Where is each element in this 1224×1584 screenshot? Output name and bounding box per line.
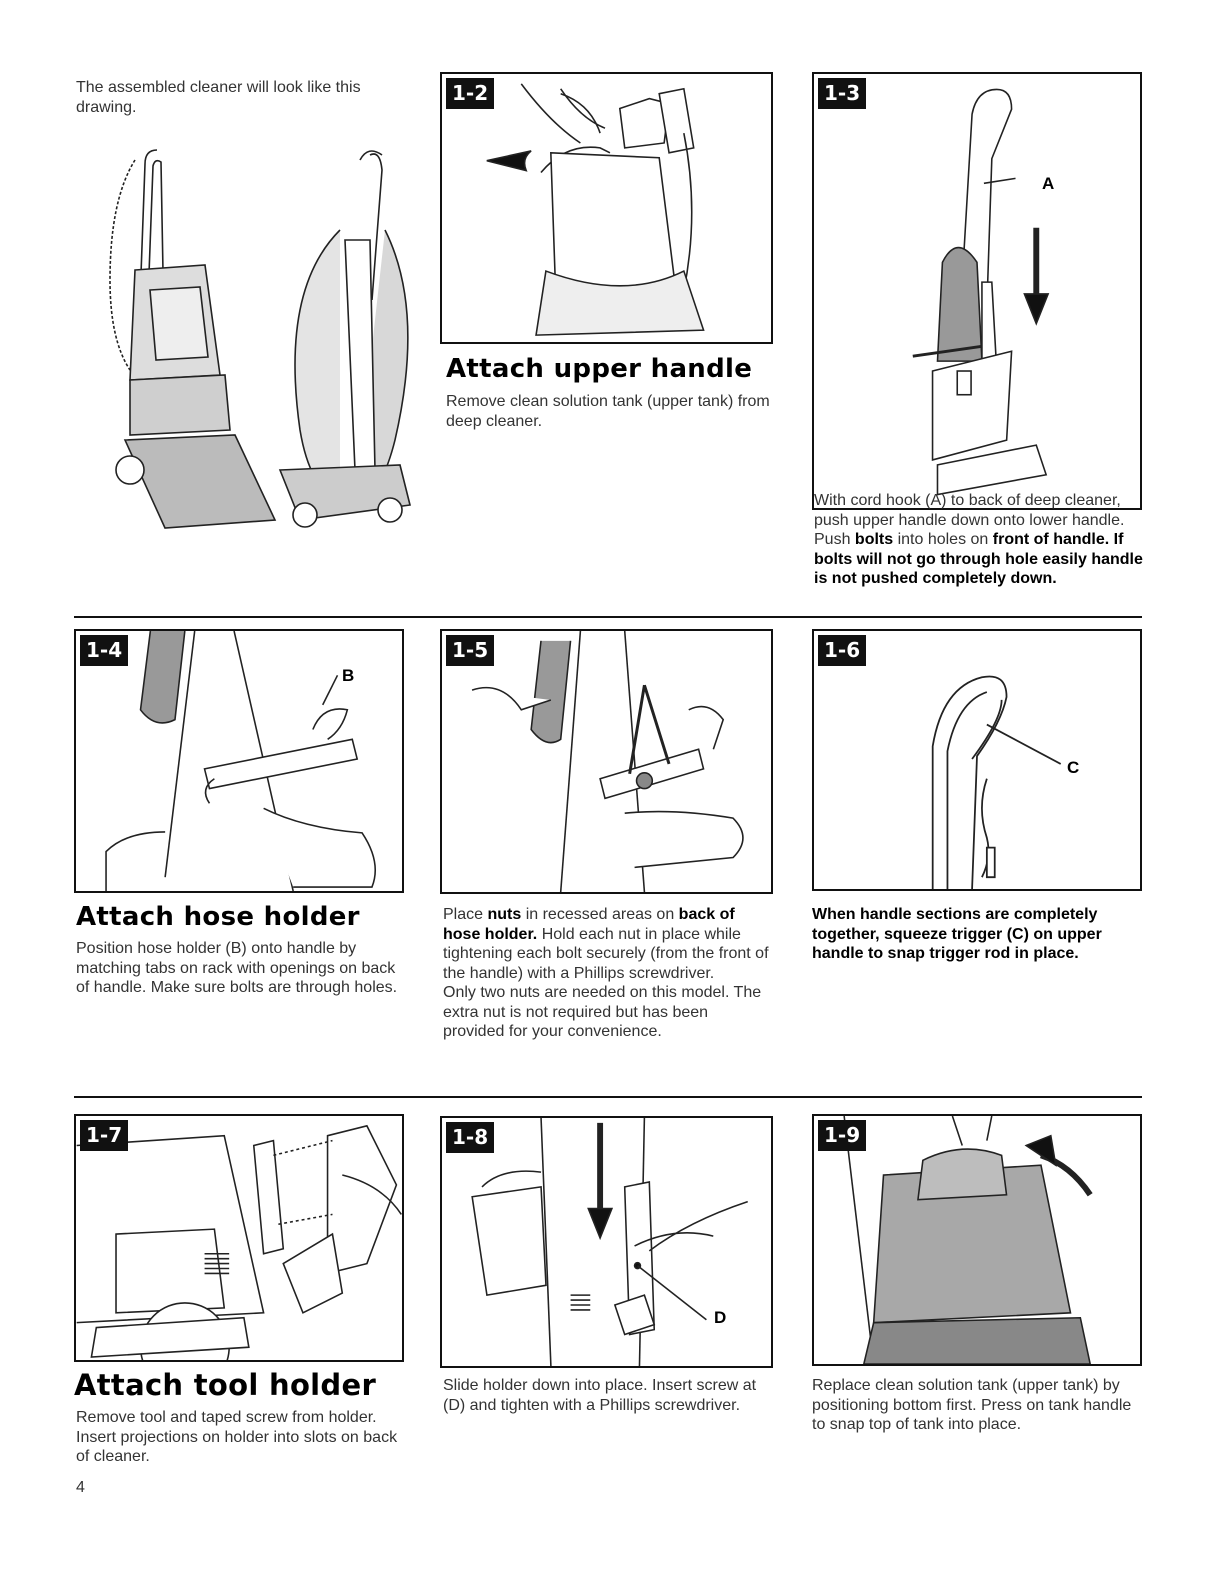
- tool-holder-illustration: [76, 1116, 402, 1360]
- step-1-3-bold-2: front of handle. If bolts will not go through hole easily handle is not pushed completely down.: [814, 531, 1143, 587]
- callout-d: D: [714, 1308, 727, 1327]
- badge-1-5: 1-5: [446, 635, 494, 666]
- callout-a: A: [1042, 174, 1055, 193]
- panel-1-8: [440, 1116, 773, 1368]
- step-1-5-text-1: Place: [443, 906, 488, 923]
- section-divider-1: [74, 616, 1142, 618]
- step-1-5-text-3: Hold each nut in place while tightening each bolt securely (from the front of the handle) with a Phillips screwdriver.: [443, 925, 769, 982]
- step-1-3-text-1: With cord hook (A) to back of deep cleaner, push upper handle down onto lower handle. Push: [814, 492, 1125, 548]
- panel-1-4: [74, 629, 404, 893]
- replace-tank-illustration: [814, 1116, 1140, 1364]
- intro-text: The assembled cleaner will look like this drawing.: [76, 79, 361, 116]
- panel-1-5: [440, 629, 773, 894]
- heading-attach-upper-handle: Attach upper handle: [446, 354, 753, 384]
- badge-1-6: 1-6: [818, 635, 866, 666]
- badge-1-8: 1-8: [446, 1122, 494, 1153]
- step-1-5-bold-1: nuts: [487, 906, 522, 923]
- step-1-9-text: Replace clean solution tank (upper tank) by positioning bottom first. Press on tank handle to snap top of tank into place.: [812, 1377, 1132, 1433]
- remove-tank-illustration: [442, 74, 771, 342]
- panel-1-7: [74, 1114, 404, 1362]
- page-number: 4: [76, 1479, 85, 1496]
- step-1-3-text-2: into holes on: [893, 531, 993, 548]
- badge-1-2: 1-2: [446, 78, 494, 109]
- step-1-5-text-2: in recessed areas on: [521, 906, 679, 923]
- panel-1-6: [812, 629, 1142, 891]
- callout-c: C: [1067, 758, 1080, 777]
- badge-1-4: 1-4: [80, 635, 128, 666]
- trigger-illustration: [814, 631, 1140, 889]
- badge-1-7: 1-7: [80, 1120, 128, 1151]
- heading-attach-tool-holder: Attach tool holder: [74, 1368, 377, 1402]
- badge-1-3: 1-3: [818, 78, 866, 109]
- section-divider-2: [74, 1096, 1142, 1098]
- heading-attach-hose-holder: Attach hose holder: [76, 902, 360, 932]
- step-1-2-text: Remove clean solution tank (upper tank) from deep cleaner.: [446, 393, 770, 430]
- badge-1-9: 1-9: [818, 1120, 866, 1151]
- step-1-3-bold-1: bolts: [854, 531, 894, 548]
- nuts-hose-holder-illustration: [442, 631, 771, 892]
- step-1-3-text: [814, 491, 1144, 589]
- step-1-7-text: Remove tool and taped screw from holder. Insert projections on holder into slots on back of cleaner.: [76, 1409, 398, 1465]
- attach-handle-illustration: [814, 74, 1140, 508]
- step-1-5-text: [443, 905, 773, 1042]
- slide-holder-illustration: [442, 1118, 771, 1366]
- step-1-5-text-4: Only two nuts are needed on this model. The extra nut is not required but has been provided for your convenience.: [443, 984, 762, 1040]
- step-1-5-bold-2: back of hose holder.: [443, 906, 735, 943]
- step-1-4-text: Position hose holder (B) onto handle by matching tabs on rack with openings on back of handle. Make sure bolts are through holes.: [76, 940, 398, 996]
- panel-1-3: [812, 72, 1142, 510]
- panel-1-2: [440, 72, 773, 344]
- callout-b: B: [342, 666, 355, 685]
- step-1-8-text: Slide holder down into place. Insert screw at (D) and tighten with a Phillips screwdriver.: [443, 1377, 757, 1414]
- assembled-cleaner-illustration: [95, 140, 425, 540]
- step-1-6-text: When handle sections are completely together, squeeze trigger (C) on upper handle to snap trigger rod in place.: [812, 906, 1102, 962]
- panel-1-9: [812, 1114, 1142, 1366]
